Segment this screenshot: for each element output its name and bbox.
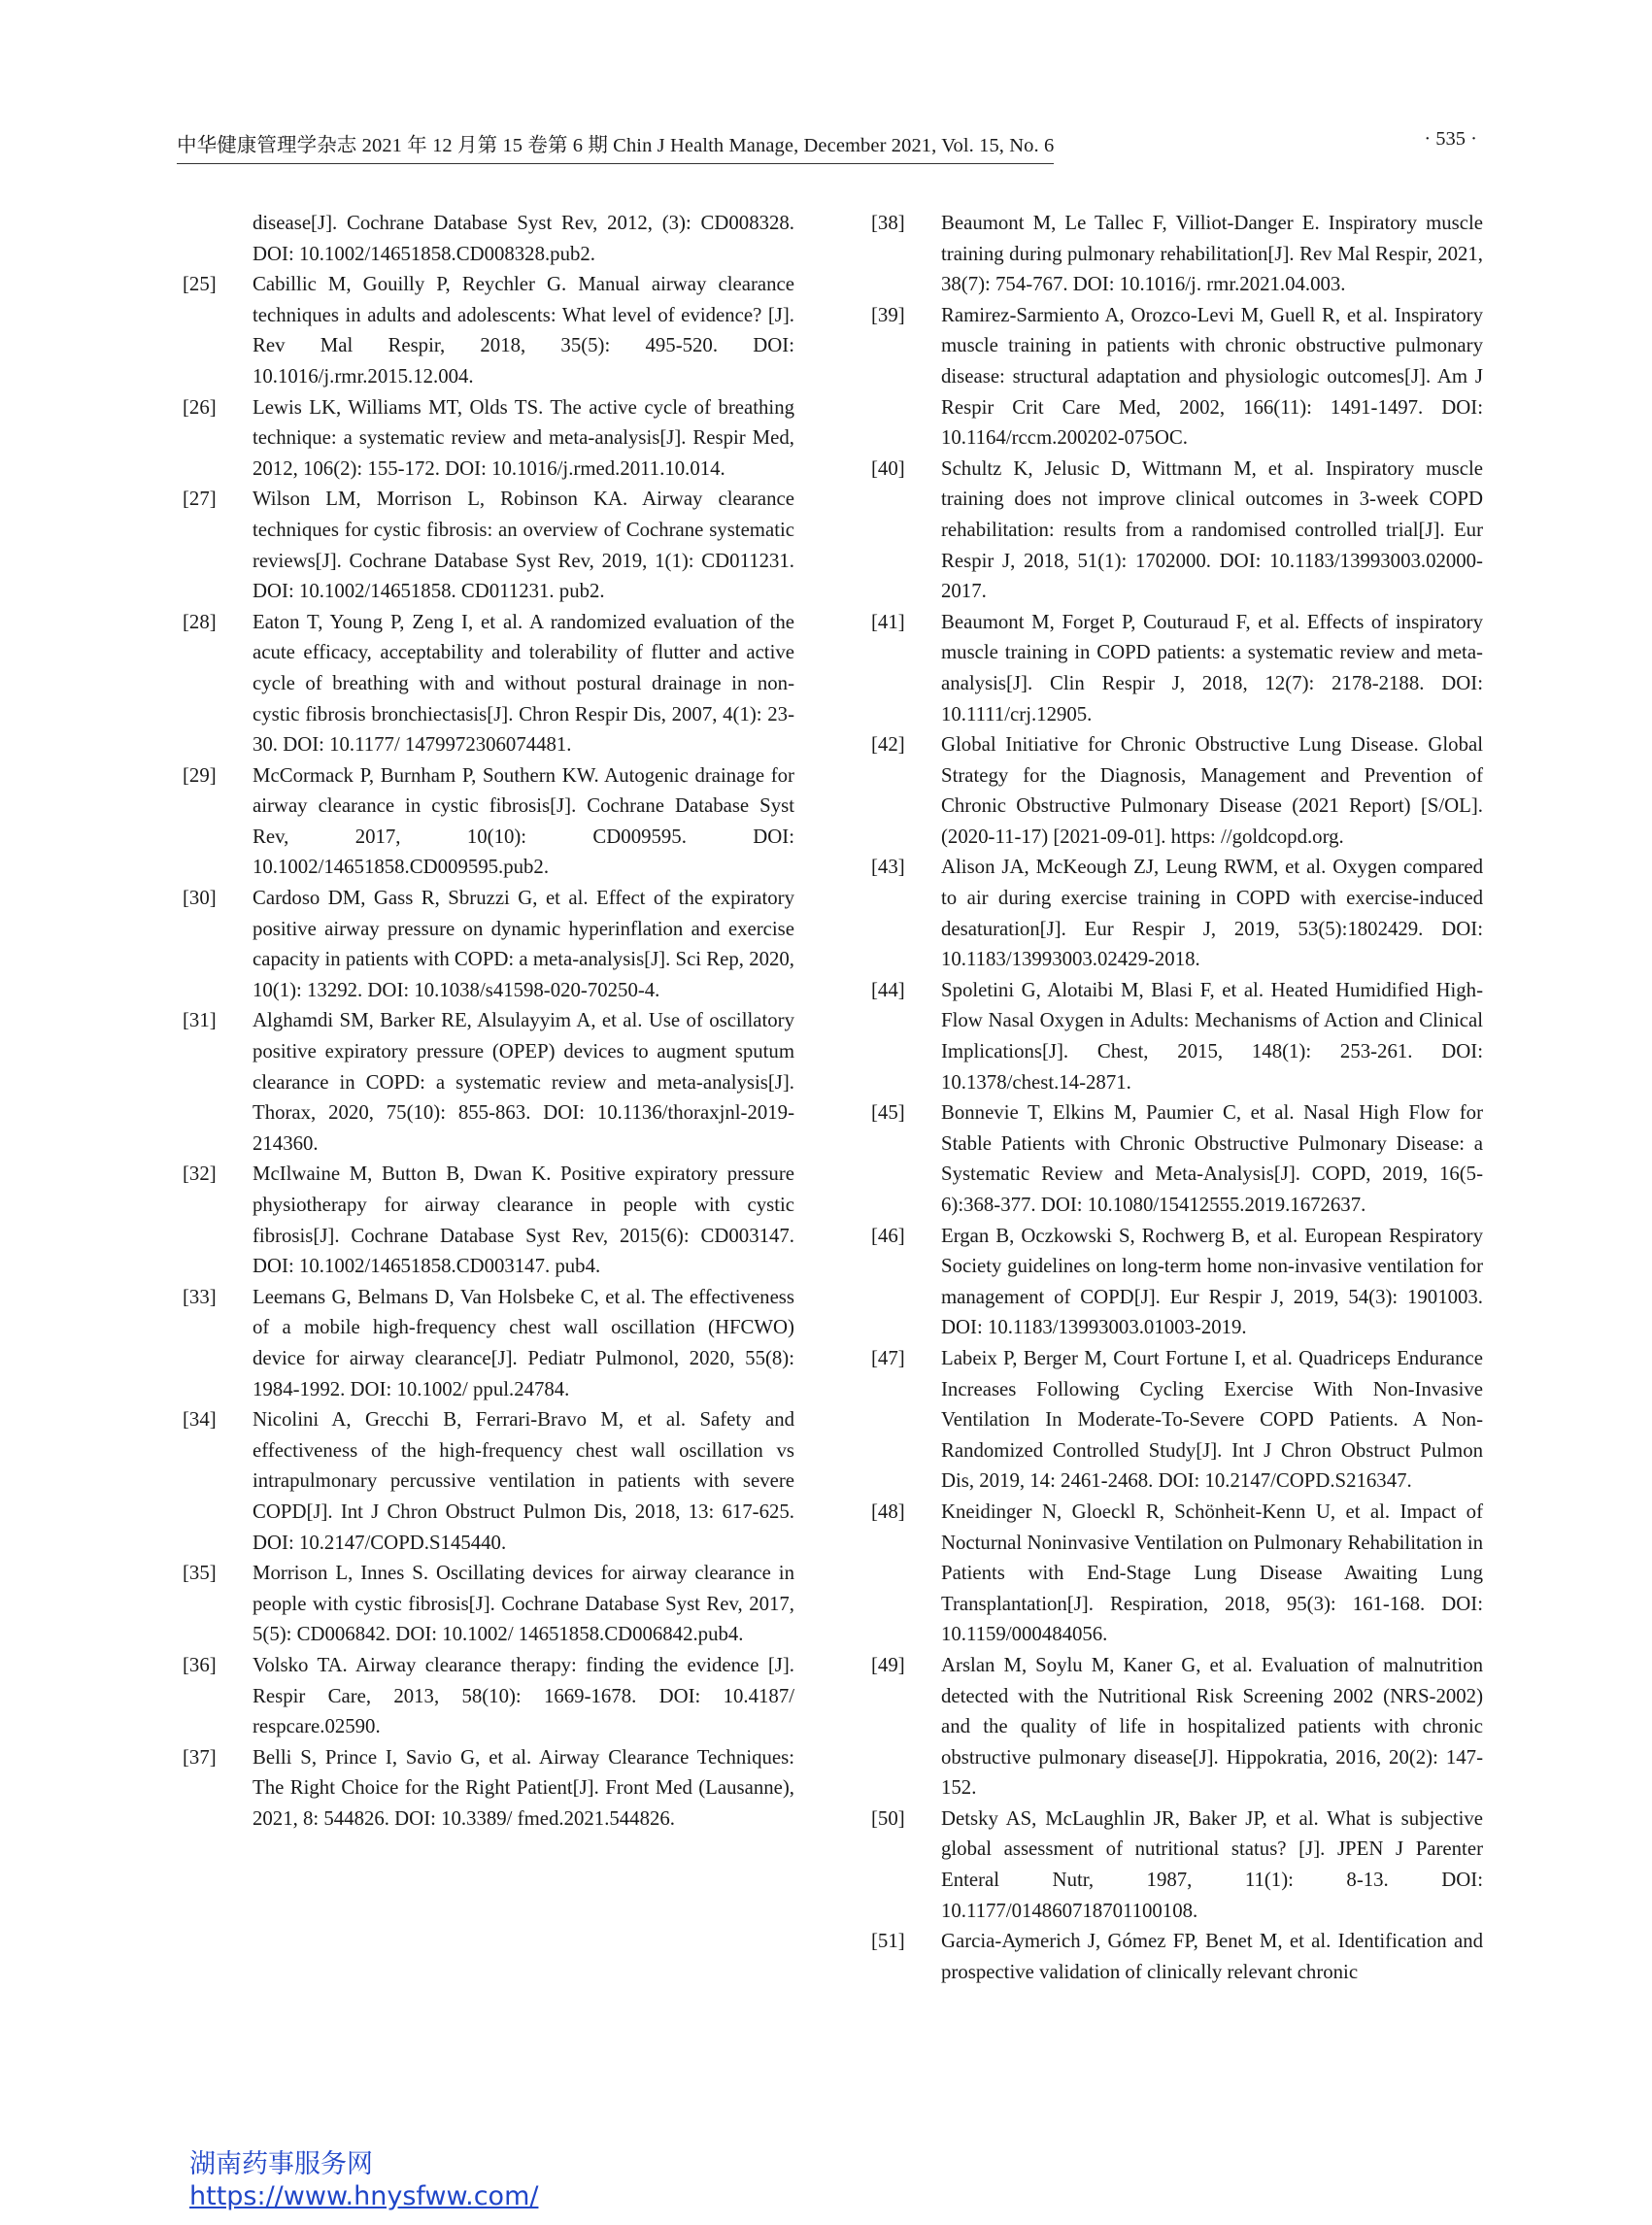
reference-item: [183, 484, 794, 606]
reference-number: [27]: [183, 488, 217, 511]
reference-number: [37]: [183, 1745, 217, 1769]
reference-number: [44]: [871, 978, 905, 1001]
reference-number: [35]: [183, 1562, 217, 1585]
reference-item: [183, 1742, 794, 1835]
reference-text: Spoletini G, Alotaibi M, Blasi F, et al. Heated Humidified High-Flow Nasal Oxygen in Adults: Mechanisms of Action and Clinical Implications[J]. Chest, 2015, 148(1): 253-261. DOI: 10.1378/chest.14-2871.: [941, 978, 1483, 1094]
reference-item: [871, 852, 1483, 974]
reference-text: Eaton T, Young P, Zeng I, et al. A randomized evaluation of the acute efficacy, acceptability and tolerability of flutter and active cycle of breathing with and without postural drainage in non-cystic fibrosis bronchiectasis[J]. Chron Respir Dis, 2007, 4(1): 23-30. DOI: 10.1177/ 1479972306074481.: [253, 610, 794, 757]
reference-number: [36]: [183, 1653, 217, 1676]
reference-number: [40]: [871, 456, 905, 480]
watermark: [189, 2148, 538, 2212]
reference-text: Alison JA, McKeough ZJ, Leung RWM, et al. Oxygen compared to air during exercise training in COPD with exercise-induced desaturation[J]. Eur Respir J, 2019, 53(5):1802429. DOI: 10.1183/13993003.02429-2018.: [941, 856, 1483, 971]
reference-item: [871, 300, 1483, 454]
reference-number: [46]: [871, 1224, 905, 1247]
reference-text: Leemans G, Belmans D, Van Holsbeke C, et al. The effectiveness of a mobile high-frequency chest wall oscillation (HFCWO) device for airway clearance[J]. Pediatr Pulmonol, 2020, 55(8): 1984-1992. DOI: 10.1002/ ppul.24784.: [253, 1285, 794, 1400]
reference-number: [51]: [871, 1930, 905, 1953]
reference-item: [871, 1221, 1483, 1343]
reference-number: [26]: [183, 395, 217, 419]
reference-number: [28]: [183, 610, 217, 633]
reference-text: Beaumont M, Forget P, Couturaud F, et al. Effects of inspiratory muscle training in COPD patients: a systematic review and meta-analysis[J]. Clin Respir J, 2018, 12(7): 2178-2188. DOI: 10.1111/crj.12905.: [941, 610, 1483, 725]
right-column: [871, 208, 1483, 1987]
watermark-url-link[interactable]: https://www.hnysfww.com/: [189, 2181, 539, 2211]
reference-number: [47]: [871, 1346, 905, 1369]
reference-text: Volsko TA. Airway clearance therapy: finding the evidence [J]. Respir Care, 2013, 58(10): 1669-1678. DOI: 10.4187/ respcare.02590.: [253, 1653, 794, 1738]
reference-number: [50]: [871, 1806, 905, 1830]
reference-text: Nicolini A, Grecchi B, Ferrari-Bravo M, et al. Safety and effectiveness of the high-frequency chest wall oscillation vs intrapulmonary percussive ventilation in patients with severe COPD[J]. Int J Chron Obstruct Pulmon Dis, 2018, 13: 617-625. DOI: 10.2147/COPD.S145440.: [253, 1408, 794, 1554]
reference-number: [48]: [871, 1500, 905, 1523]
reference-text: Detsky AS, McLaughlin JR, Baker JP, et al. What is subjective global assessment of nutritional status? [J]. JPEN J Parenter Enteral Nutr, 1987, 11(1): 8-13. DOI: 10.1177/014860718701100108.: [941, 1806, 1483, 1922]
reference-item: [183, 392, 794, 485]
reference-number: [31]: [183, 1009, 217, 1032]
reference-number: [39]: [871, 303, 905, 326]
reference-number: [33]: [183, 1285, 217, 1308]
reference-item: [871, 975, 1483, 1097]
reference-item: [871, 1343, 1483, 1497]
reference-item: [183, 269, 794, 391]
reference-item: [183, 607, 794, 760]
reference-item: [871, 208, 1483, 300]
reference-item: [871, 1497, 1483, 1650]
reference-number: [25]: [183, 273, 217, 296]
reference-text: Alghamdi SM, Barker RE, Alsulayyim A, et al. Use of oscillatory positive expiratory pressure (OPEP) devices to augment sputum clearance in COPD: a systematic review and meta-analysis[J]. Thorax, 2020, 75(10): 855-863. DOI: 10.1136/thoraxjnl-2019-214360.: [253, 1009, 794, 1155]
reference-text: Schultz K, Jelusic D, Wittmann M, et al. Inspiratory muscle training does not improve clinical outcomes in 3-week COPD rehabilitation: results from a randomised controlled trial[J]. Eur Respir J, 2018, 51(1): 1702000. DOI: 10.1183/13993003.02000-2017.: [941, 456, 1483, 603]
reference-number: [49]: [871, 1653, 905, 1676]
reference-item: [183, 1404, 794, 1558]
reference-item: [871, 1926, 1483, 1987]
reference-text: Kneidinger N, Gloeckl R, Schönheit-Kenn U, et al. Impact of Nocturnal Noninvasive Ventilation on Pulmonary Rehabilitation in Patients with End-Stage Lung Disease Awaiting Lung Transplantation[J]. Respiration, 2018, 95(3): 161-168. DOI: 10.1159/000484056.: [941, 1500, 1483, 1646]
reference-item: [871, 1804, 1483, 1926]
reference-item: [183, 1005, 794, 1159]
watermark-site-name: 湖南药事服务网: [189, 2149, 373, 2179]
reference-text: Ergan B, Oczkowski S, Rochwerg B, et al. European Respiratory Society guidelines on long-term home non-invasive ventilation for management of COPD[J]. Eur Respir J, 2019, 54(3): 1901003. DOI: 10.1183/13993003.01003-2019.: [941, 1224, 1483, 1339]
reference-number: [34]: [183, 1408, 217, 1432]
left-column: [183, 208, 794, 1834]
reference-item: [871, 1650, 1483, 1804]
reference-item: [871, 607, 1483, 729]
reference-text: Cabillic M, Gouilly P, Reychler G. Manual airway clearance techniques in adults and adolescents: What level of evidence? [J]. Rev Mal Respir, 2018, 35(5): 495-520. DOI: 10.1016/j.rmr.2015.12.004.: [253, 273, 794, 388]
reference-text: Belli S, Prince I, Savio G, et al. Airway Clearance Techniques: The Right Choice for the Right Patient[J]. Front Med (Lausanne), 2021, 8: 544826. DOI: 10.3389/ fmed.2021.544826.: [253, 1745, 794, 1830]
reference-number: [42]: [871, 733, 905, 757]
reference-item: [871, 1097, 1483, 1220]
reference-text: Lewis LK, Williams MT, Olds TS. The active cycle of breathing technique: a systematic review and meta-analysis[J]. Respir Med, 2012, 106(2): 155-172. DOI: 10.1016/j.rmed.2011.10.014.: [253, 395, 794, 480]
reference-number: [41]: [871, 610, 905, 633]
reference-item: [183, 1650, 794, 1742]
reference-item: [183, 208, 794, 269]
reference-item: [183, 760, 794, 883]
reference-number: [45]: [871, 1101, 905, 1125]
reference-text: Wilson LM, Morrison L, Robinson KA. Airway clearance techniques for cystic fibrosis: an overview of Cochrane systematic reviews[J]. Cochrane Database Syst Rev, 2019, 1(1): CD011231. DOI: 10.1002/14651858. CD011231. pub2.: [253, 488, 794, 603]
reference-text: Cardoso DM, Gass R, Sbruzzi G, et al. Effect of the expiratory positive airway pressure on dynamic hyperinflation and exercise capacity in patients with COPD: a meta-analysis[J]. Sci Rep, 2020, 10(1): 13292. DOI: 10.1038/s41598-020-70250-4.: [253, 887, 794, 1001]
reference-text: Garcia-Aymerich J, Gómez FP, Benet M, et al. Identification and prospective validation of clinically relevant chronic: [941, 1930, 1483, 1983]
reference-number: [38]: [871, 212, 905, 234]
reference-item: [183, 1159, 794, 1281]
page-header: [177, 128, 1483, 161]
reference-text: disease[J]. Cochrane Database Syst Rev, 2012, (3): CD008328. DOI: 10.1002/14651858.CD008328.pub2.: [253, 212, 794, 265]
reference-text: Global Initiative for Chronic Obstructive Lung Disease. Global Strategy for the Diagnosis, Management and Prevention of Chronic Obstructive Pulmonary Disease (2021 Report) [S/OL]. (2020-11-17) [2021-09-01]. https: //goldcopd.org.: [941, 733, 1483, 848]
reference-text: McIlwaine M, Button B, Dwan K. Positive expiratory pressure physiotherapy for airway clearance in people with cystic fibrosis[J]. Cochrane Database Syst Rev, 2015(6): CD003147. DOI: 10.1002/14651858.CD003147. pub4.: [253, 1163, 794, 1278]
reference-number: [32]: [183, 1163, 217, 1186]
reference-number: [43]: [871, 856, 905, 879]
reference-number: [29]: [183, 763, 217, 787]
reference-item: [183, 1282, 794, 1404]
reference-text: Labeix P, Berger M, Court Fortune I, et al. Quadriceps Endurance Increases Following Cycling Exercise With Non-Invasive Ventilation In Moderate-To-Severe COPD Patients. A Non-Randomized Controlled Study[J]. Int J Chron Obstruct Pulmon Dis, 2019, 14: 2461-2468. DOI: 10.2147/COPD.S216347.: [941, 1346, 1483, 1493]
page-number: · 535 ·: [1424, 128, 1477, 150]
reference-item: [183, 1558, 794, 1650]
reference-text: Beaumont M, Le Tallec F, Villiot-Danger E. Inspiratory muscle training during pulmonary rehabilitation[J]. Rev Mal Respir, 2021, 38(7): 754-767. DOI: 10.1016/j. rmr.2021.04.003.: [941, 212, 1483, 296]
reference-text: Morrison L, Innes S. Oscillating devices for airway clearance in people with cystic fibrosis[J]. Cochrane Database Syst Rev, 2017, 5(5): CD006842. DOI: 10.1002/ 14651858.CD006842.pub4.: [253, 1562, 794, 1646]
reference-text: Arslan M, Soylu M, Kaner G, et al. Evaluation of malnutrition detected with the Nutritional Risk Screening 2002 (NRS-2002) and the quality of life in hospitalized patients with chronic obstructive pulmonary disease[J]. Hippokratia, 2016, 20(2): 147-152.: [941, 1653, 1483, 1800]
reference-text: McCormack P, Burnham P, Southern KW. Autogenic drainage for airway clearance in cystic fibrosis[J]. Cochrane Database Syst Rev, 2017, 10(10): CD009595. DOI: 10.1002/14651858.CD009595.pub2.: [253, 763, 794, 879]
journal-citation-header: 中华健康管理学杂志 2021 年 12 月第 15 卷第 6 期 Chin J Health Manage, December 2021, Vol. 15, No. 6: [177, 128, 1054, 164]
reference-item: [871, 454, 1483, 607]
reference-item: [183, 883, 794, 1005]
reference-item: [871, 729, 1483, 852]
reference-text: Ramirez-Sarmiento A, Orozco-Levi M, Guell R, et al. Inspiratory muscle training in patients with chronic obstructive pulmonary disease: structural adaptation and physiologic outcomes[J]. Am J Respir Crit Care Med, 2002, 166(11): 1491-1497. DOI: 10.1164/rccm.200202-075OC.: [941, 303, 1483, 450]
reference-text: Bonnevie T, Elkins M, Paumier C, et al. Nasal High Flow for Stable Patients with Chronic Obstructive Pulmonary Disease: a Systematic Review and Meta-Analysis[J]. COPD, 2019, 16(5-6):368-377. DOI: 10.1080/15412555.2019.1672637.: [941, 1101, 1483, 1216]
reference-number: [30]: [183, 887, 217, 910]
